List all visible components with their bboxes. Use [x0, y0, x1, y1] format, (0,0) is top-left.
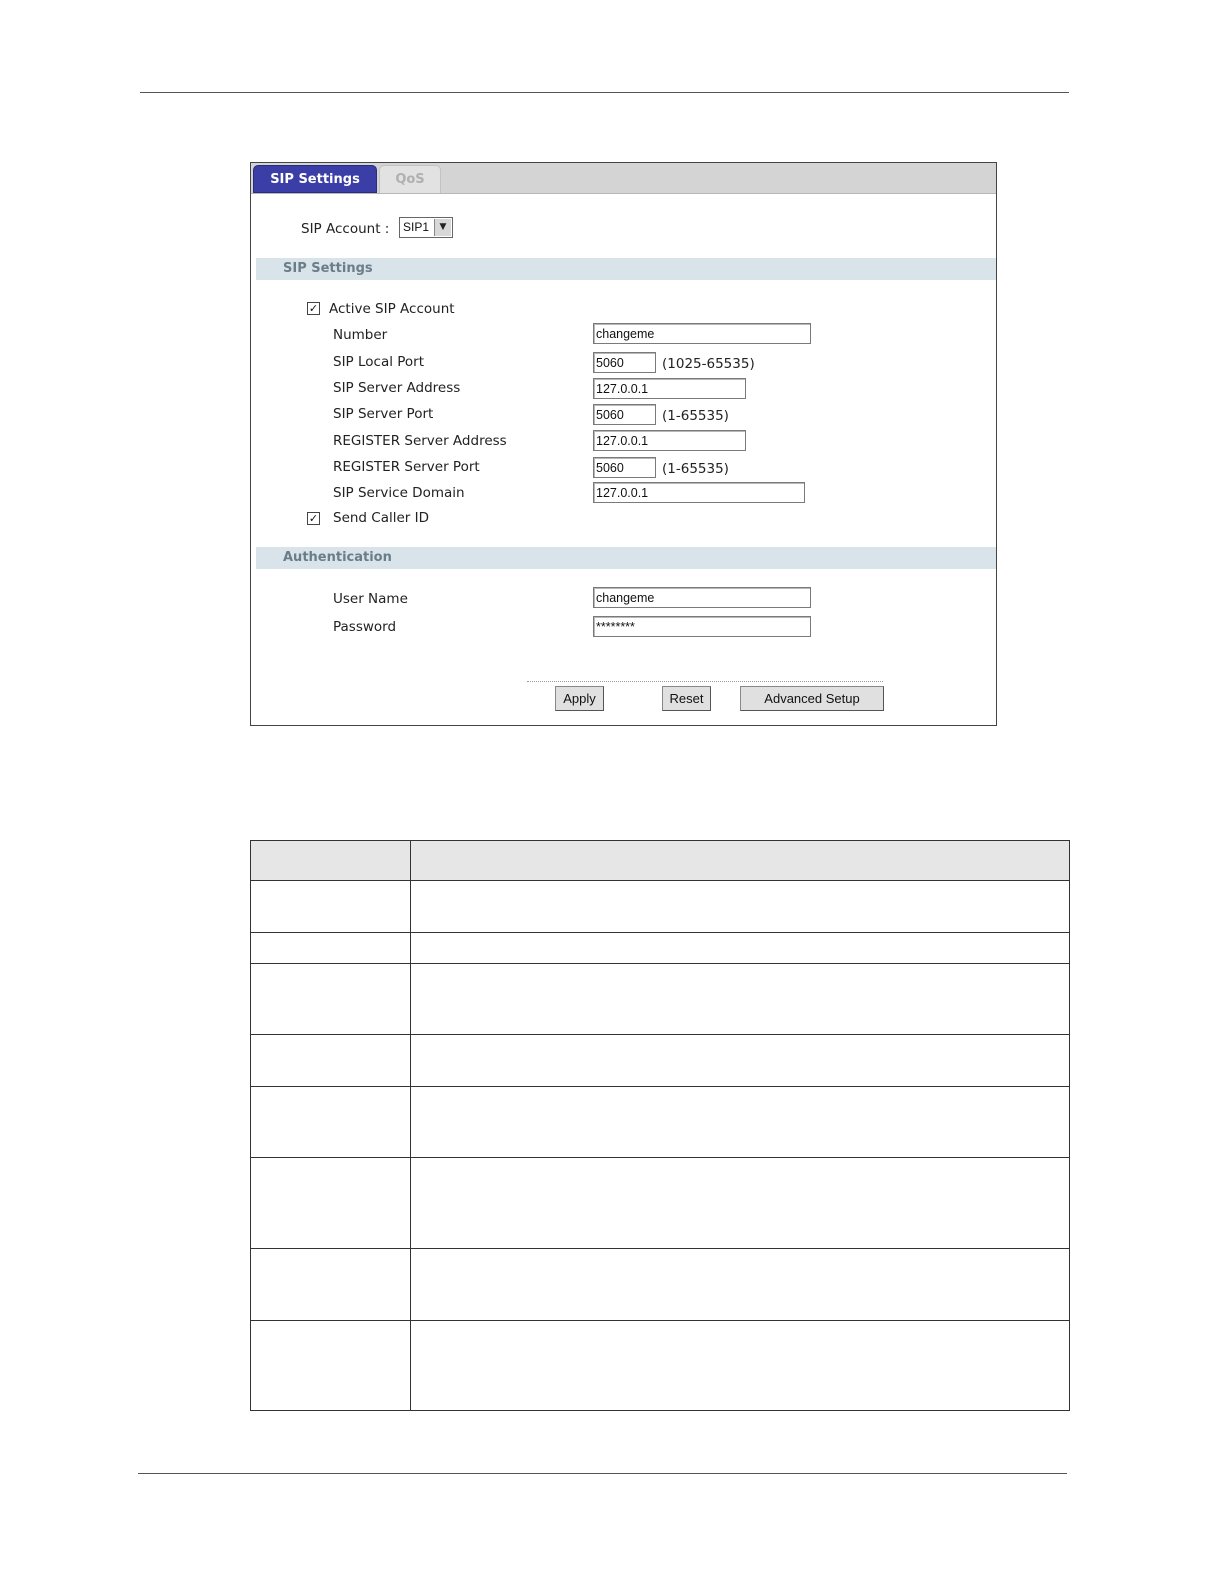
table-row: [251, 1035, 1070, 1087]
send-caller-id-checkbox[interactable]: ✓: [308, 512, 319, 525]
user-name-input[interactable]: [593, 587, 811, 608]
table-cell: [251, 1321, 411, 1411]
sip-server-port-label: SIP Server Port: [333, 406, 434, 422]
table-header-cell: [411, 841, 1070, 881]
sip-local-port-label: SIP Local Port: [333, 354, 425, 370]
chevron-down-icon[interactable]: ▼: [434, 219, 451, 236]
table-cell: [251, 1087, 411, 1158]
register-server-address-label: REGISTER Server Address: [333, 433, 507, 449]
table-cell: [251, 1158, 411, 1249]
table-header-row: [251, 841, 1070, 881]
table-cell: [251, 1249, 411, 1321]
table-cell: [411, 1087, 1070, 1158]
table-cell: [411, 1249, 1070, 1321]
table-row: [251, 933, 1070, 964]
sip-service-domain-label: SIP Service Domain: [333, 485, 465, 501]
sip-account-value: SIP1: [403, 220, 430, 234]
table-cell: [251, 1035, 411, 1087]
button-divider: [527, 681, 883, 682]
send-caller-id-label: Send Caller ID: [333, 510, 430, 526]
table-cell: [411, 964, 1070, 1035]
table-header-cell: [251, 841, 411, 881]
table-cell: [411, 881, 1070, 933]
register-server-port-input[interactable]: [593, 457, 656, 478]
sip-service-domain-input[interactable]: [593, 482, 805, 503]
sip-local-port-input[interactable]: [593, 352, 656, 373]
active-sip-account-label: Active SIP Account: [329, 301, 455, 317]
sip-account-select[interactable]: [399, 217, 453, 238]
number-label: Number: [333, 327, 388, 343]
section-sip-settings: SIP Settings: [256, 258, 996, 280]
table-row: [251, 1158, 1070, 1249]
tab-sip-settings[interactable]: SIP Settings: [253, 165, 377, 193]
section-authentication: Authentication: [256, 547, 996, 569]
table-row: [251, 881, 1070, 933]
tab-qos[interactable]: QoS: [379, 165, 441, 193]
table-row: [251, 1087, 1070, 1158]
register-server-port-range: (1-65535): [662, 461, 729, 477]
register-server-address-input[interactable]: [593, 430, 746, 451]
advanced-setup-button[interactable]: Advanced Setup: [740, 686, 884, 711]
sip-local-port-range: (1025-65535): [662, 356, 755, 372]
reset-button[interactable]: Reset: [662, 686, 711, 711]
table-row: [251, 1321, 1070, 1411]
sip-server-port-input[interactable]: [593, 404, 656, 425]
password-label: Password: [333, 619, 397, 635]
table-cell: [411, 1158, 1070, 1249]
header-rule: [140, 92, 1069, 93]
table-cell: [411, 933, 1070, 964]
table-row: [251, 964, 1070, 1035]
user-name-label: User Name: [333, 591, 408, 607]
sip-server-address-input[interactable]: [593, 378, 746, 399]
sip-server-address-label: SIP Server Address: [333, 380, 461, 396]
table-row: [251, 1249, 1070, 1321]
register-server-port-label: REGISTER Server Port: [333, 459, 480, 475]
apply-button[interactable]: Apply: [555, 686, 604, 711]
password-input[interactable]: [593, 616, 811, 637]
sip-server-port-range: (1-65535): [662, 408, 729, 424]
table-cell: [411, 1321, 1070, 1411]
footer-rule: [138, 1473, 1067, 1474]
table-cell: [251, 964, 411, 1035]
sip-account-label: SIP Account :: [301, 221, 390, 237]
table-cell: [251, 881, 411, 933]
sip-settings-screenshot: [250, 162, 997, 726]
table-cell: [411, 1035, 1070, 1087]
table-cell: [251, 933, 411, 964]
number-input[interactable]: [593, 323, 811, 344]
active-sip-account-checkbox[interactable]: ✓: [308, 302, 319, 315]
tab-bar: [251, 163, 996, 194]
field-description-table: [250, 840, 1070, 1411]
